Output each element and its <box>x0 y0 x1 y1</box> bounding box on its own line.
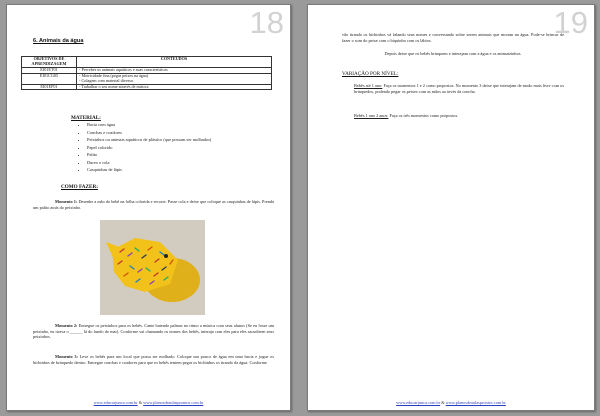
closing-paragraph: Depois deixe que os bebês brinquem e interajam com a água e os animaizinhos. <box>384 51 522 56</box>
table-cell-code: EI01CG05 <box>22 73 77 84</box>
page-footer <box>308 400 594 405</box>
table-cell-content: - Motricidade fina (pegar peixes na água) - Colagem com material diverso <box>77 73 272 84</box>
footer-separator: & <box>440 400 446 405</box>
fish-craft-photo <box>100 220 205 315</box>
como-fazer-heading: COMO FAZER: <box>61 184 98 190</box>
list-item: • Peixinhos ou animais aquáticos de plástico (que possam ser molhados) <box>87 136 211 144</box>
table-row <box>22 73 272 84</box>
footer-link-planos[interactable]: www.planosdeaulasprontos.com.br <box>143 400 204 405</box>
variation-label: Bebês até 1 ano: <box>354 83 383 88</box>
table-row <box>22 84 272 90</box>
table-cell-content: - Trabalhar o seu nome através de música <box>77 84 272 90</box>
document-page-left <box>6 4 291 411</box>
momento-2-paragraph <box>33 323 274 340</box>
list-item: • Palito <box>87 151 211 159</box>
continuation-paragraph: vão tirando os bichinhos vá falando seus nomes e conversando sobre serem animais que moram na água. Pode-se brincar de fazer o som do peixe com o biquinho com os lábios. <box>342 32 564 43</box>
momento-1-label: Momento 1: <box>55 199 78 204</box>
footer-separator: & <box>137 400 144 405</box>
momento-3-text: Leve os bebês para um local que possa ser molhado. Coloque um pouco de água em uma bacia e jogue os bichinhos de brinquedo dentro. Entregue conchas e coadores para que os bebês tentem pegar os bichinhos os tirando da água. Conforme <box>33 354 274 365</box>
variation-level-1 <box>354 83 564 94</box>
section-title: 6. Animais da água <box>33 38 84 44</box>
table-cell-content: - Perceber os animais aquáticos e suas características <box>77 67 272 73</box>
document-page-right <box>307 4 595 411</box>
momento-3-label: Momento 3: <box>55 354 78 359</box>
page-footer <box>7 400 290 405</box>
momento-2-label: Momento 2: <box>55 323 78 328</box>
page-number: 19 <box>553 5 588 40</box>
momento-2-text: Entregue os peixinhos para os bebês. Cante batendo palmas no ritmo a música com seus alunos (Se eu fosse um peixinho, eu tirava o ______ lá do fundo do mar). Conforme vai chamando os nomes dos bebês, interaja com eles para eles sacudirem seus peixinhos. <box>33 323 274 340</box>
page-number: 18 <box>249 5 284 40</box>
variation-text: Faça os três momentos como propostos. <box>389 113 459 118</box>
table-header: OBJETIVOS DE APRENDIZAGEM <box>22 57 77 68</box>
objectives-table <box>21 56 272 90</box>
table-header-row <box>22 57 272 68</box>
materials-list <box>81 121 211 174</box>
momento-3-paragraph <box>33 354 274 365</box>
footer-link-educarjunca[interactable]: www.educarjunca.com.br <box>396 400 441 405</box>
list-item: • Casquinhas de lápis <box>87 166 211 174</box>
variation-level-2 <box>354 113 564 119</box>
list-item: • Papel colorido <box>87 144 211 152</box>
momento-1-paragraph <box>33 199 274 210</box>
variacao-heading: VARIAÇÃO POR NÍVEL: <box>342 71 399 77</box>
table-cell-code: EI01EF01 <box>22 84 77 90</box>
list-item: • Durex e cola <box>87 159 211 167</box>
momento-1-text: Desenhe a mão do bebê na folha colorida e recorte. Passe cola e deixe que coloque as casquinhas de lápis. Prenda um palito atrás do peixinho. <box>33 199 274 210</box>
material-heading: MATERIAL: <box>71 115 101 121</box>
table-cell-code: EI01ET01 <box>22 67 77 73</box>
table-header: CONTEÚDOS <box>77 57 272 68</box>
footer-link-planos[interactable]: www.planosdeaulasprontos.com.br <box>445 400 506 405</box>
list-item: • Bacia com água <box>87 121 211 129</box>
variation-label: Bebês 1 ano 2 anos: <box>354 113 389 118</box>
list-item: • Conchas e coadores <box>87 129 211 137</box>
footer-link-educarjunca[interactable]: www.educarjunca.com.br <box>93 400 138 405</box>
variation-text: Faça os momentos 1 e 2 como propostos. No momento 3 deixe que interajam de modo mais livre com os brinquedos, podendo pegar os peixes com as mãos ao invés da concha. <box>354 83 564 94</box>
